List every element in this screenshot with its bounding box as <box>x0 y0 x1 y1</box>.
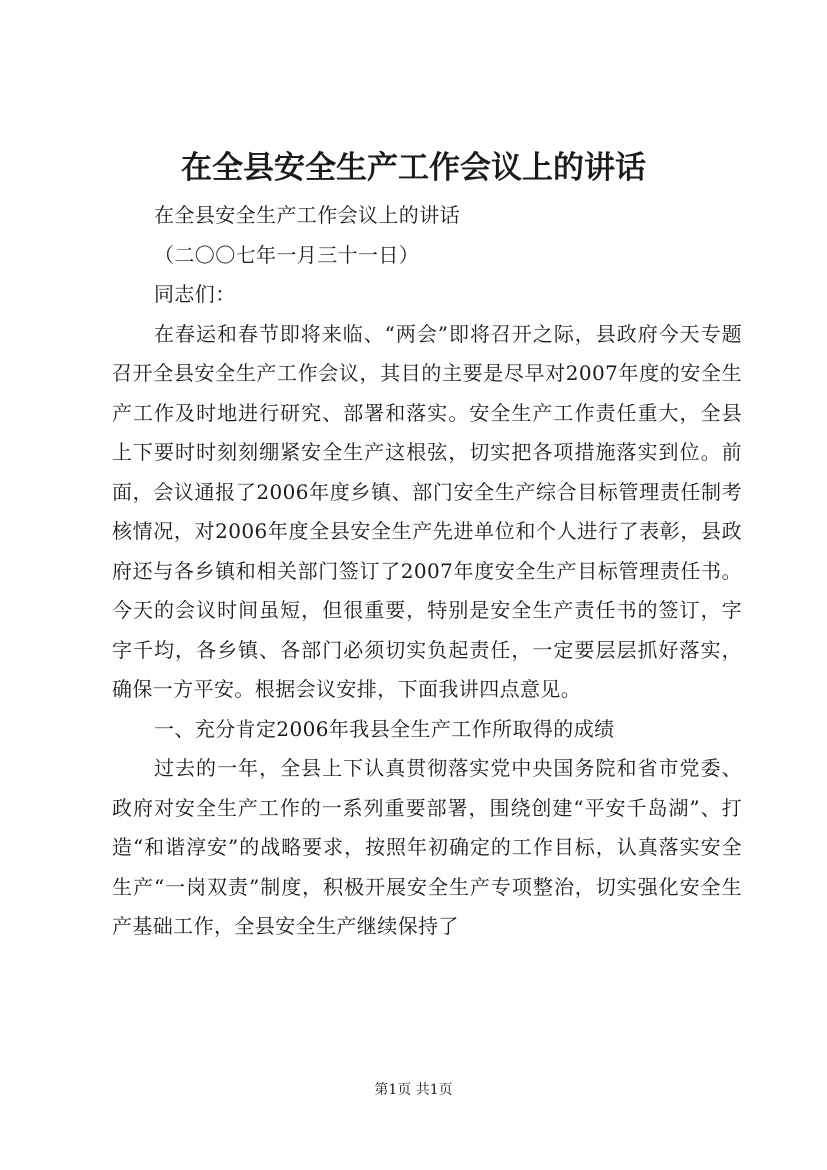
document-title: 在全县安全生产工作会议上的讲话 <box>181 150 646 186</box>
date-paragraph: （二〇〇七年一月三十一日） <box>154 242 420 267</box>
page-footer <box>0 1080 827 1100</box>
subtitle-paragraph: 在全县安全生产工作会议上的讲话 <box>154 203 460 227</box>
salutation-paragraph: 同志们： <box>154 282 236 306</box>
intro-paragraph: 在春运和春节即将来临、“两会”即将召开之际，县政府今天专题召开全县安全生产工作会议，其目的主要是尽早对2007年度的安全生产工作及时地进行研究、部署和落实。安全生产工作责任重大，全县上下要时时刻刻绷紧安全生产这根弦，切实把各项措施落实到位。前面，会议通报了2006年度乡镇、部门安全生产综合目标管理责任制考核情况，对2006年度全县安全生产先进单位和个人进行了表彰，县政府还与各乡镇和相关部门签订了2007年度安全生产目标管理责任书。今天的会议时间虽短，但很重要，特别是安全生产责任书的签订，字字千均，各乡镇、各部门必须切实负起责任，一定要层层抓好落实，确保一方平安。根据会议安排，下面我讲四点意见。 <box>112 321 742 701</box>
document-body <box>112 196 742 947</box>
section-heading: 一、充分肯定2006年我县全生产工作所取得的成绩 <box>154 716 615 741</box>
page-number-label: 第1页 共1页 <box>374 1082 453 1098</box>
body-paragraph: 过去的一年，全县上下认真贯彻落实党中央国务院和省市党委、政府对安全生产工作的一系列重要部署，围绕创建“平安千岛湖”、打造“和谐淳安”的战略要求，按照年初确定的工作目标，认真落实安全生产“一岗双责”制度，积极开展安全生产专项整治，切实强化安全生产基础工作，全县安全生产继续保持了 <box>112 756 742 938</box>
